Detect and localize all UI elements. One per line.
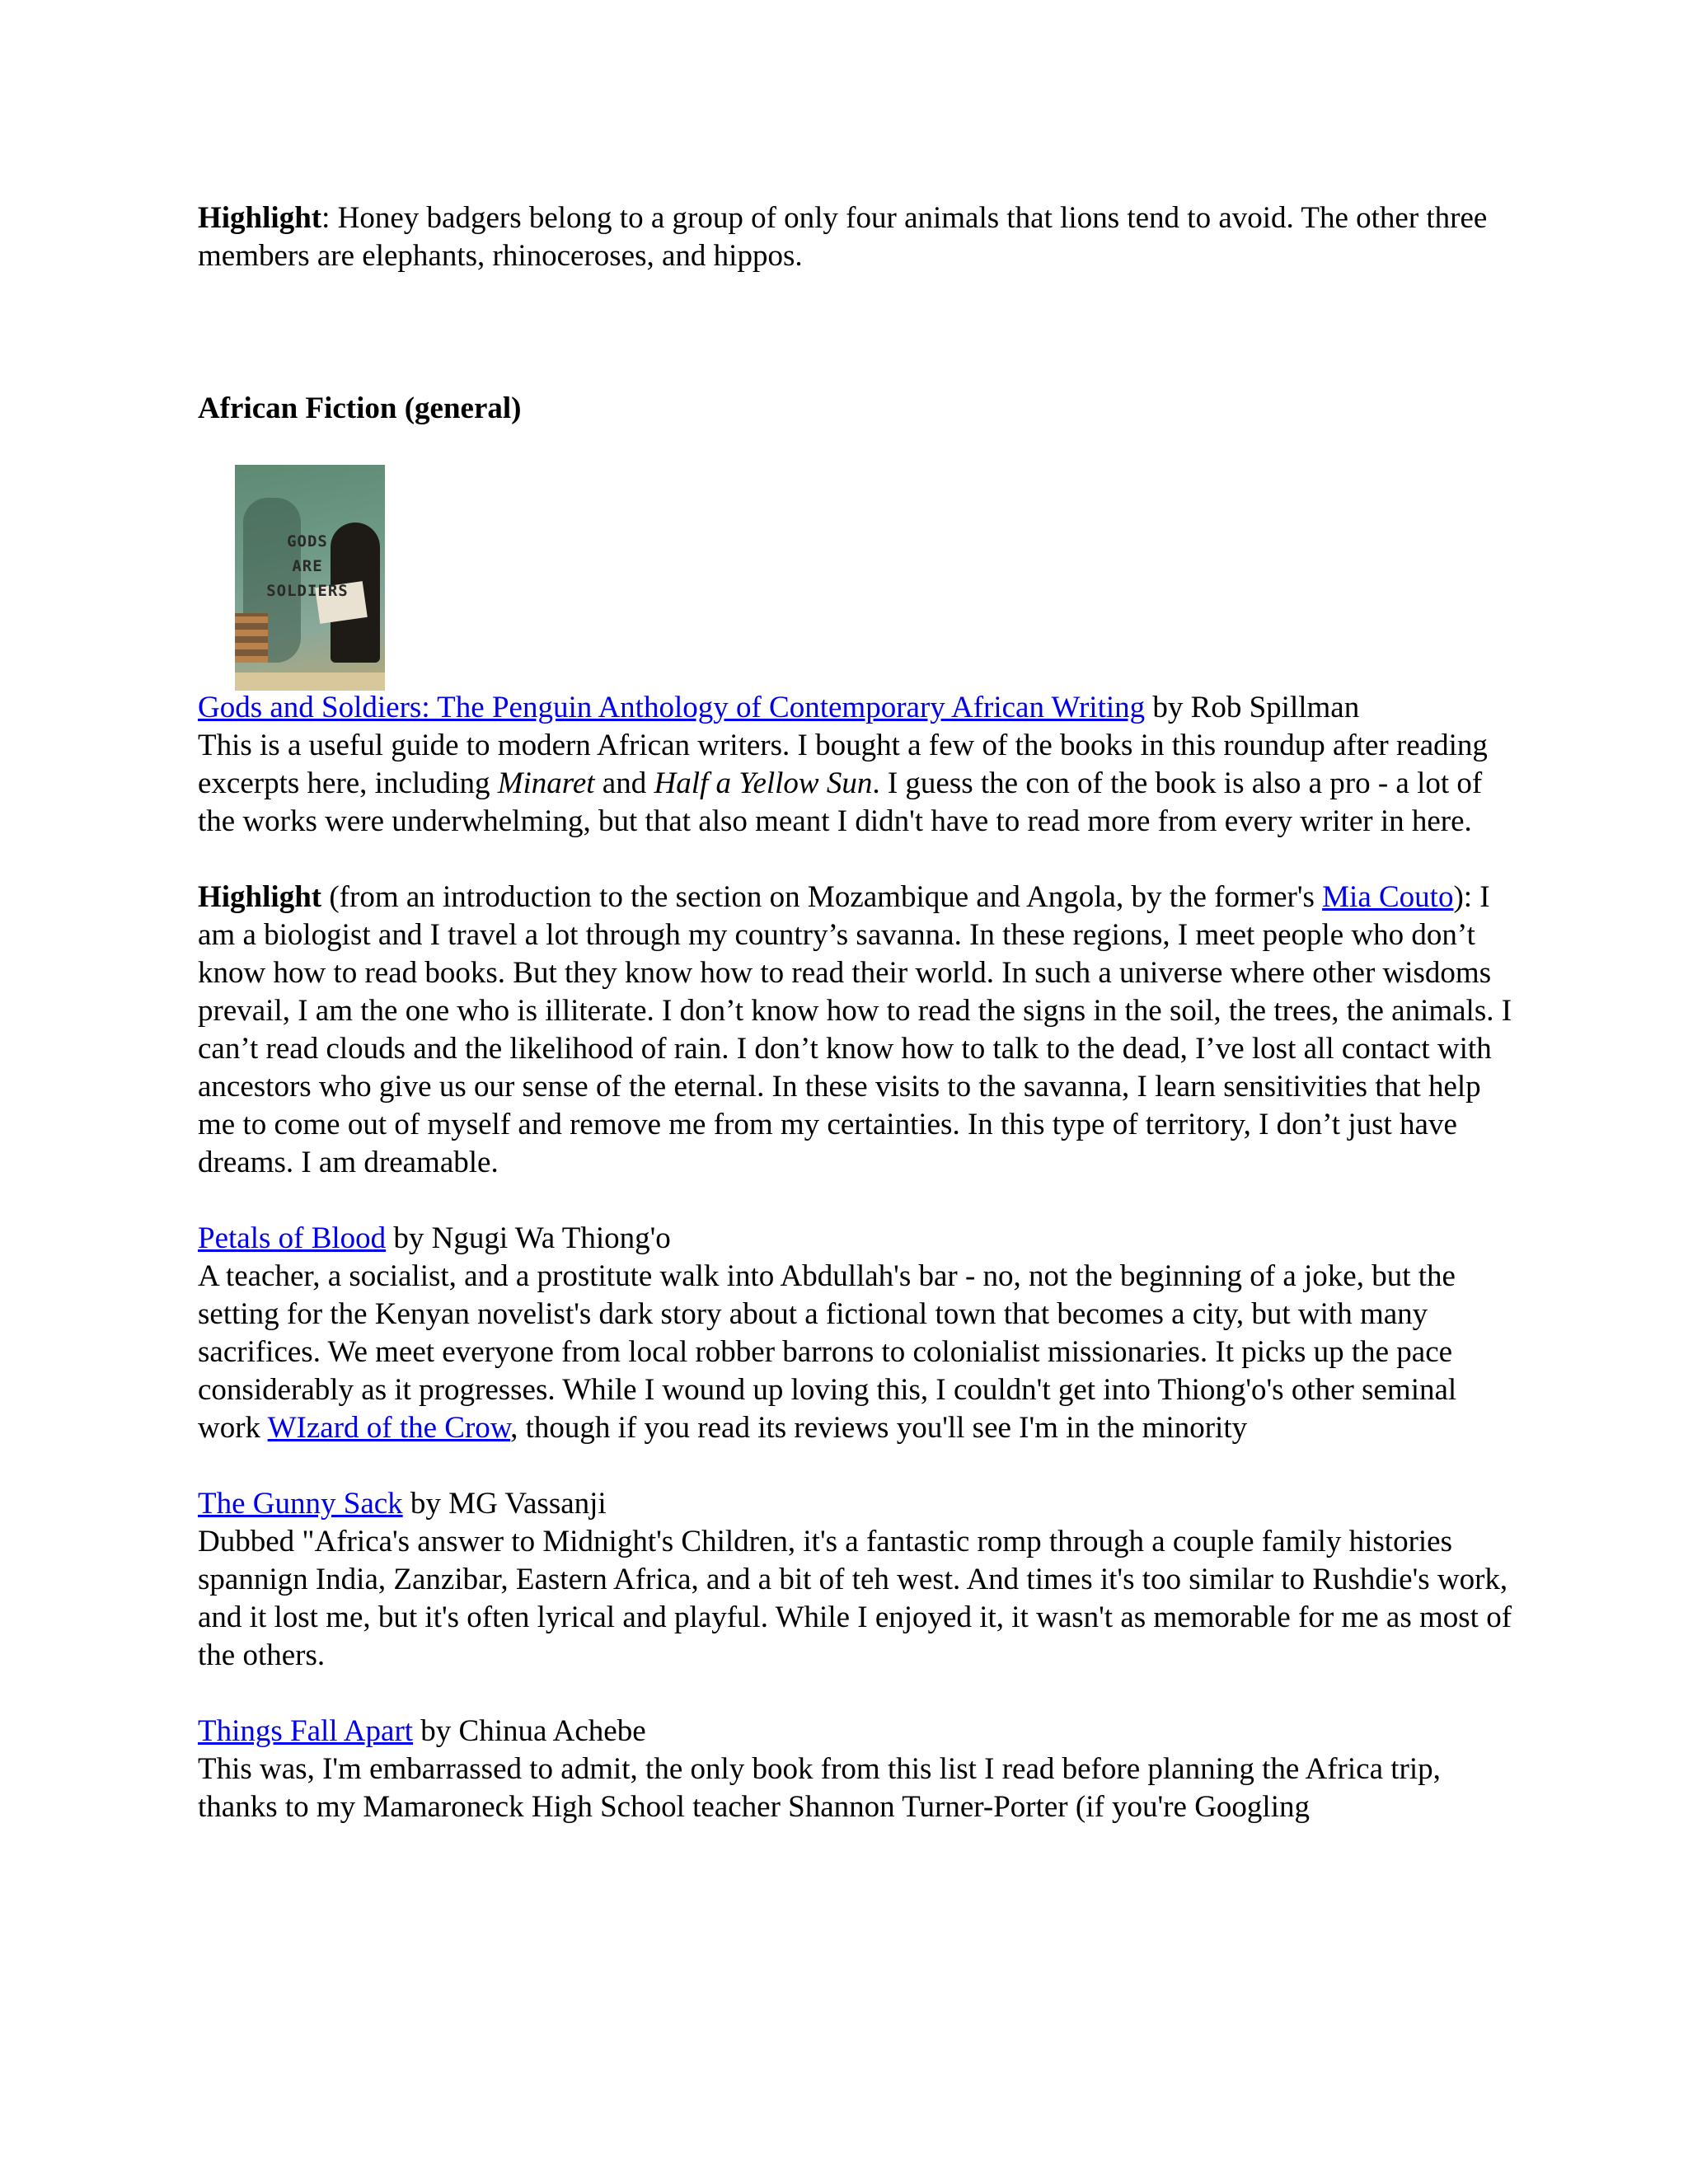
cover-title-line: ARE bbox=[292, 557, 323, 575]
book-list bbox=[198, 689, 1517, 1826]
cover-title-line: GODS bbox=[287, 532, 328, 551]
book-review-text: . I guess the con of the book is also a pro - a lot of the works were underwhelming, but that also meant I didn't have to read more from every writer in here. bbox=[198, 766, 1483, 838]
book-entry-petals-of-blood bbox=[198, 1220, 1517, 1447]
cover-stripes bbox=[235, 613, 268, 663]
book-author: by Ngugi Wa Thiong'o bbox=[386, 1221, 671, 1255]
cover-bottom-band bbox=[235, 673, 385, 691]
highlight-honey-badger bbox=[198, 199, 1508, 275]
highlight-paragraph bbox=[198, 199, 1508, 275]
book-review-text: Dubbed "Africa's answer to Midnight's Children, it's a fantastic romp through a couple family histories spannign India, Zanzibar, Eastern Africa, and a bit of teh west. And times it's too similar to Rushdie's work, and it lost me, but it's often lyrical and playful. While I enjoyed it, it wasn't as memorable for me as most of the others. bbox=[198, 1525, 1512, 1672]
book-review-text: This is a useful guide to modern African writers. I bought a few of the books in this roundup after reading excerpts here, including bbox=[198, 729, 1488, 800]
book-title-italic: Minaret bbox=[497, 766, 595, 800]
book-entry-things-fall-apart bbox=[198, 1713, 1517, 1826]
book-cover-image[interactable] bbox=[235, 465, 385, 691]
section-heading: African Fiction (general) bbox=[198, 391, 522, 425]
book-review-text: and bbox=[594, 766, 654, 800]
book-author: by MG Vassanji bbox=[402, 1487, 607, 1521]
highlight-text: ): I am a biologist and I travel a lot through my country’s savanna. In these regions, I meet people who don’t know how to read books. But they know how to read their world. In such a universe where other wisdoms prevail, I am the one who is illiterate. I don’t know how to read the signs in the soil, the trees, the animals. I can’t read clouds and the likelihood of rain. I don’t know how to talk to the dead, I’ve lost all contact with ancestors who give us our sense of the eternal. In these visits to the savanna, I learn sensitivities that help me to come out of myself and remove me from my certainties. In this type of territory, I don’t just have dreams. I am dreamable. bbox=[198, 880, 1512, 1179]
cover-title bbox=[266, 529, 349, 603]
highlight-label: Highlight bbox=[198, 880, 322, 914]
book-entry-gunny-sack bbox=[198, 1485, 1517, 1675]
book-link-wizard-of-the-crow[interactable]: WIzard of the Crow bbox=[267, 1411, 511, 1445]
cover-title-line: SOLDIERS bbox=[266, 582, 349, 600]
book-title-italic: Half a Yellow Sun bbox=[654, 766, 873, 800]
book-link-things-fall-apart[interactable]: Things Fall Apart bbox=[198, 1714, 414, 1748]
highlight-label: Highlight bbox=[198, 201, 322, 235]
book-author: by Chinua Achebe bbox=[413, 1714, 646, 1748]
book-link-gods-and-soldiers[interactable]: Gods and Soldiers: The Penguin Anthology of Contemporary African Writing bbox=[198, 691, 1146, 724]
book-link-gunny-sack[interactable]: The Gunny Sack bbox=[198, 1487, 403, 1521]
book-review-text: This was, I'm embarrassed to admit, the only book from this list I read before planning the Africa trip, thanks to my Mamaroneck High School teacher Shannon Turner-Porter (if you're Googling bbox=[198, 1752, 1441, 1824]
book-entry-gods-and-soldiers bbox=[198, 689, 1517, 841]
book-review-text: A teacher, a socialist, and a prostitute walk into Abdullah's bar - no, not the beginning of a joke, but the setting for the Kenyan novelist's dark story about a fictional town that becomes a city, but with many sacrifices. We meet everyone from local robber barrons to colonialist missionaries. It picks up the pace considerably as it progresses. While I wound up loving this, I couldn't get into Thiong'o's other seminal work bbox=[198, 1259, 1457, 1445]
highlight-intro: (from an introduction to the section on Mozambique and Angola, by the former's bbox=[321, 880, 1323, 914]
book-author: by Rob Spillman bbox=[1145, 691, 1360, 724]
book-review-text: , though if you read its reviews you'll see I'm in the minority bbox=[510, 1411, 1248, 1445]
highlight-mia-couto bbox=[198, 879, 1517, 1182]
book-link-petals-of-blood[interactable]: Petals of Blood bbox=[198, 1221, 387, 1255]
author-link-mia-couto[interactable]: Mia Couto bbox=[1322, 880, 1454, 914]
highlight-text: : Honey badgers belong to a group of only four animals that lions tend to avoid. The other three members are elephants, rhinoceroses, and hippos. bbox=[198, 201, 1488, 273]
